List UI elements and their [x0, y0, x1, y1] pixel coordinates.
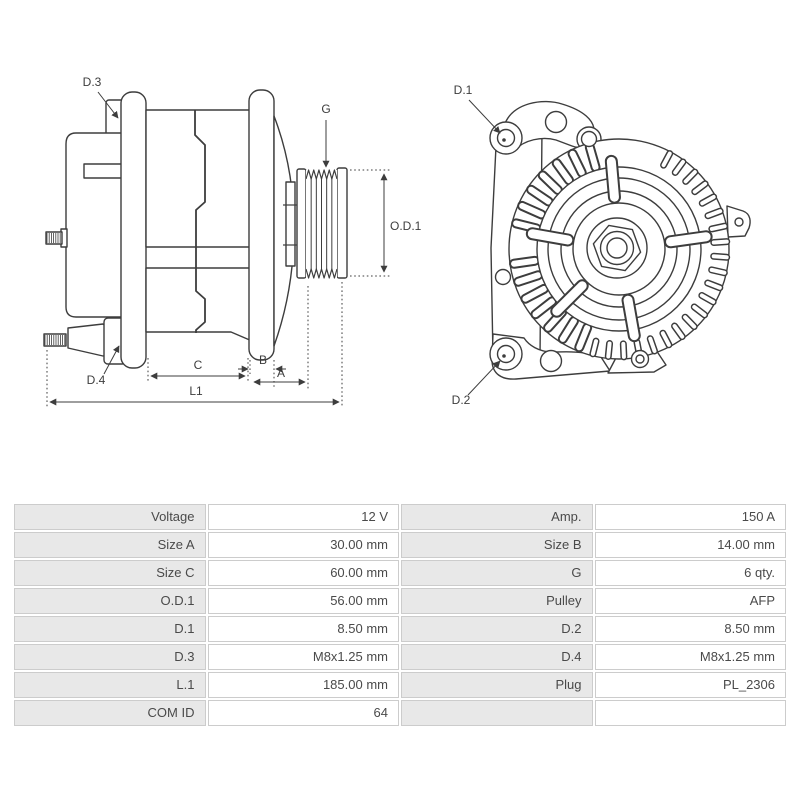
front-view-drawing — [490, 102, 750, 380]
spec-value: 150 A — [595, 504, 787, 530]
spec-value: 8.50 mm — [208, 616, 400, 642]
spec-label — [401, 700, 593, 726]
dim-label-a: A — [276, 366, 286, 380]
spec-label: D.3 — [14, 644, 206, 670]
spec-label: O.D.1 — [14, 588, 206, 614]
spec-value: PL_2306 — [595, 672, 787, 698]
spec-label: Plug — [401, 672, 593, 698]
spec-row — [14, 616, 786, 642]
front-view-labels — [452, 83, 473, 407]
mount-hole-bottom — [541, 351, 562, 372]
spec-label: D.2 — [401, 616, 593, 642]
spec-value: 6 qty. — [595, 560, 787, 586]
spec-label: Size B — [401, 532, 593, 558]
front-mounting-ear — [249, 90, 274, 360]
spec-label: Voltage — [14, 504, 206, 530]
dim-label-d1: D.1 — [453, 83, 473, 97]
dim-label-d4: D.4 — [86, 373, 106, 387]
mount-hole-d2 — [498, 346, 515, 363]
spec-value: M8x1.25 mm — [595, 644, 787, 670]
spec-label: L.1 — [14, 672, 206, 698]
spec-value: 60.00 mm — [208, 560, 400, 586]
spec-value: 64 — [208, 700, 400, 726]
side-view-drawing — [44, 90, 347, 368]
spec-value: 56.00 mm — [208, 588, 400, 614]
dim-label-d3: D.3 — [82, 75, 102, 89]
dim-label-c: C — [193, 358, 203, 372]
spec-row — [14, 700, 786, 726]
spec-value: 12 V — [208, 504, 400, 530]
terminal-stud-threads — [47, 233, 60, 243]
spec-value: 185.00 mm — [208, 672, 400, 698]
mount-hole-top — [546, 112, 567, 133]
spec-label: G — [401, 560, 593, 586]
rear-mounting-ear — [121, 92, 146, 368]
plate-hole — [496, 270, 511, 285]
spec-value: AFP — [595, 588, 787, 614]
spec-label: D.4 — [401, 644, 593, 670]
spec-value: 8.50 mm — [595, 616, 787, 642]
spec-label: Pulley — [401, 588, 593, 614]
spec-table — [12, 502, 788, 728]
body-upper-section — [146, 110, 252, 247]
pulley-flange-right — [337, 168, 347, 278]
spec-label: Amp. — [401, 504, 593, 530]
spec-value — [595, 700, 787, 726]
spec-row — [14, 672, 786, 698]
dim-label-l1: L1 — [189, 384, 203, 398]
spec-label: Size A — [14, 532, 206, 558]
dim-label-b: B — [258, 353, 268, 367]
shaft — [286, 182, 295, 266]
spec-label: COM ID — [14, 700, 206, 726]
rear-housing-slot — [84, 164, 122, 178]
spec-value: 30.00 mm — [208, 532, 400, 558]
mount-hole-d1 — [498, 130, 515, 147]
dim-label-g: G — [321, 102, 331, 116]
body-lower-section — [146, 268, 252, 341]
spec-label: Size C — [14, 560, 206, 586]
spec-label: D.1 — [14, 616, 206, 642]
rear-housing — [66, 133, 122, 317]
dim-label-d2: D.2 — [451, 393, 471, 407]
spec-row — [14, 532, 786, 558]
spec-row — [14, 588, 786, 614]
spec-row — [14, 504, 786, 530]
dim-label-od1: O.D.1 — [390, 219, 422, 233]
spec-row — [14, 644, 786, 670]
spec-row — [14, 560, 786, 586]
spec-value: 14.00 mm — [595, 532, 787, 558]
pulley-flange-left — [297, 169, 306, 278]
terminal-stud — [46, 232, 62, 244]
spec-value: M8x1.25 mm — [208, 644, 400, 670]
